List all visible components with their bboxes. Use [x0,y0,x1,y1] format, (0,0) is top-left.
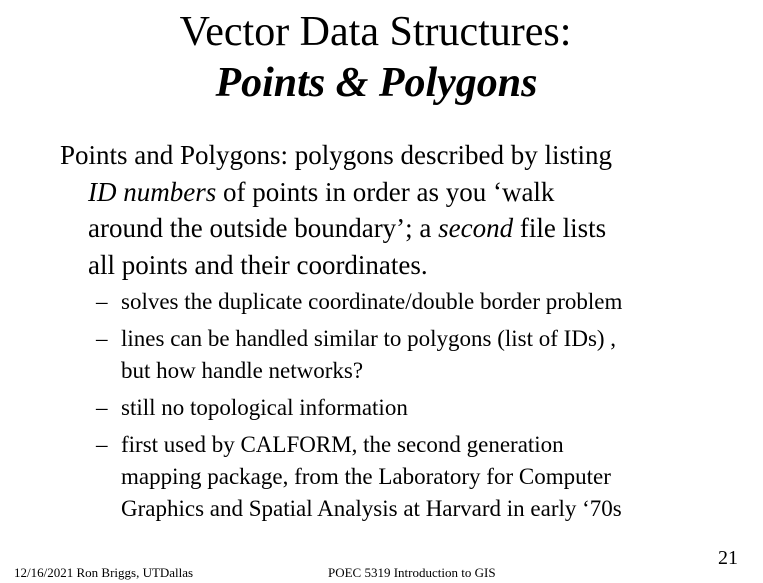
title-line-1: Vector Data Structures: [179,9,572,55]
line1-rest: : polygons described by listing [280,140,613,170]
bullet-dash: – [96,289,108,314]
bullet-item [96,392,736,424]
bullet-line: but how handle networks? [121,358,364,383]
lead-term: Points and Polygons [60,140,281,170]
line3-post: file lists [513,213,607,243]
bullet-line: Graphics and Spatial Analysis at Harvard in early ‘70s [121,496,622,521]
bullet-dash: – [96,326,108,351]
paragraph-line-2 [60,174,720,211]
bullet-line: first used by CALFORM, the second generation [121,432,564,457]
bullet-item [96,429,736,525]
paragraph-line-3 [60,210,720,247]
bullet-line: mapping package, from the Laboratory for Computer [121,464,611,489]
bullet-dash: – [96,432,108,457]
page-number: 21 [718,547,738,569]
footer-course: POEC 5319 Introduction to GIS [328,565,496,580]
paragraph-line-4 [60,247,720,284]
bullet-dash: – [96,395,108,420]
bullet-line: lines can be handled similar to polygons (list of IDs) , [121,326,617,351]
slide-title [0,8,763,56]
bullet-line: still no topological information [121,395,408,420]
title-line-2: Points & Polygons [215,60,538,106]
bullet-list [96,286,736,530]
line2-rest: of points in order as you ‘walk [216,176,555,207]
bullet-line: solves the duplicate coordinate/double border problem [121,289,623,314]
paragraph-line-1 [60,137,720,174]
id-numbers-emphasis: ID numbers [88,176,217,207]
line3-pre: around the outside boundary’; a [88,213,439,243]
line4-text: all points and their coordinates. [88,249,428,280]
slide-subtitle [0,59,763,107]
second-emphasis: second [438,213,514,243]
footer-date-author: 12/16/2021 Ron Briggs, UTDallas [14,565,194,580]
bullet-item [96,286,736,318]
bullet-item [96,323,736,387]
main-paragraph [60,137,720,283]
